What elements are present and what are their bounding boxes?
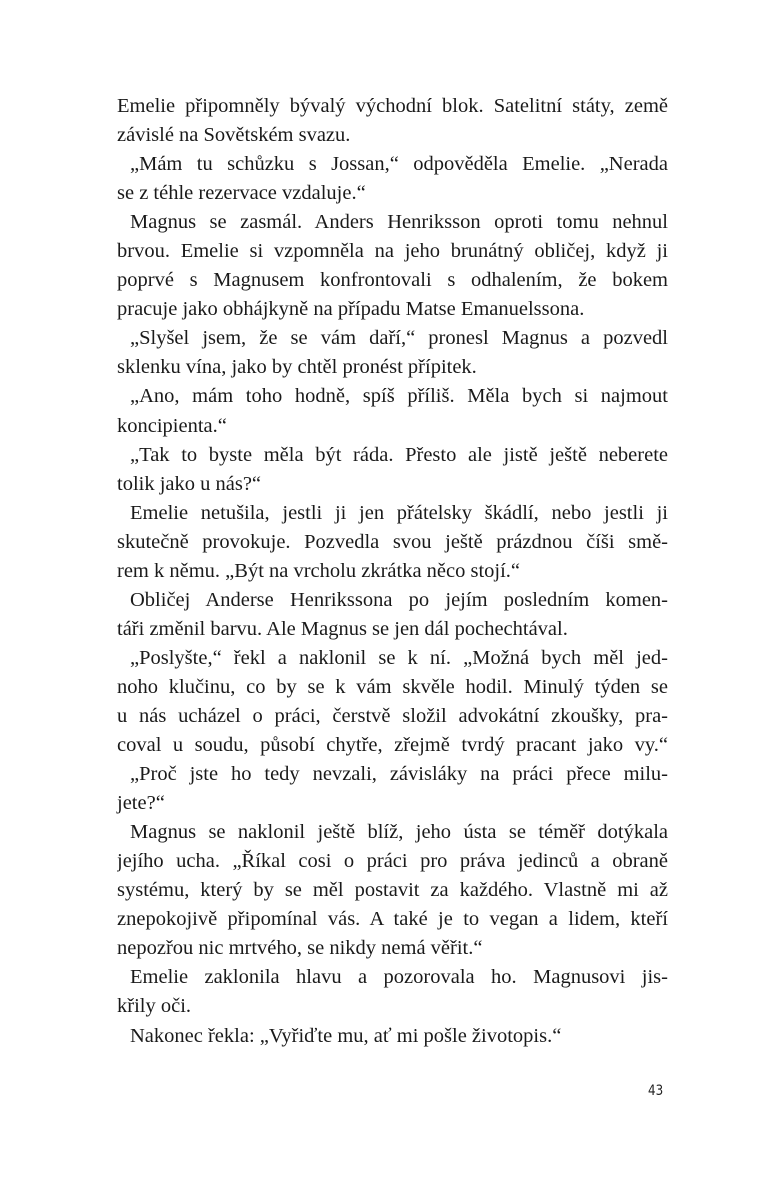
text-line: Magnus se zasmál. Anders Henriksson oproti tomu nehnul [130, 211, 668, 234]
text-line: systému, který by se měl postavit za každého. Vlastně mi až [117, 879, 668, 902]
text-line: závislé na Sovětském svazu. [117, 124, 351, 147]
text-line: Nakonec řekla: „Vyřiďte mu, ať mi pošle životopis.“ [130, 1024, 562, 1047]
text-line: táři změnil barvu. Ale Magnus se jen dál pochechtával. [117, 617, 568, 640]
text-line: sklenku vína, jako by chtěl pronést přípitek. [117, 356, 477, 379]
text-line: Emelie připomněly bývalý východní blok. Satelitní státy, země [117, 95, 668, 117]
text-line: křily oči. [117, 995, 192, 1018]
text-line: u nás ucházel o práci, čerstvě složil advokátní zkoušky, pra- [117, 704, 668, 727]
page-number: 43 [648, 1083, 664, 1099]
text-line: rem k němu. „Být na vrcholu zkrátka něco stojí.“ [117, 559, 521, 582]
text-line: skutečně provokuje. Pozvedla svou ještě prázdnou číši smě- [117, 530, 668, 553]
text-line: „Poslyšte,“ řekl a naklonil se k ní. „Možná bych měl jed- [130, 646, 668, 669]
text-line: „Proč jste ho tedy nevzali, závisláky na práci přece milu- [130, 763, 668, 786]
text-line: coval u soudu, působí chytře, zřejmě tvrdý pracant jako vy.“ [117, 734, 668, 757]
text-line: noho klučinu, co by se k vám skvěle hodil. Minulý týden se [117, 675, 668, 698]
text-line: Emelie zaklonila hlavu a pozorovala ho. Magnusovi jis- [130, 966, 668, 989]
text-line: znepokojivě připomínal vás. A také je to vegan a lidem, kteří [117, 908, 668, 931]
text-line: brvou. Emelie si vzpomněla na jeho brunátný obličej, když ji [117, 240, 668, 263]
text-line: „Ano, mám toho hodně, spíš příliš. Měla bych si najmout [130, 385, 668, 408]
body-text [117, 92, 668, 1051]
text-line: tolik jako u nás?“ [117, 472, 262, 495]
text-line: „Mám tu schůzku s Jossan,“ odpověděla Emelie. „Nerada [130, 153, 668, 176]
text-line: koncipienta.“ [117, 414, 227, 437]
text-line: „Slyšel jsem, že se vám daří,“ pronesl Magnus a pozvedl [130, 327, 668, 350]
text-line: pracuje jako obhájkyně na případu Matse Emanuelssona. [117, 298, 585, 321]
text-line: jete?“ [117, 792, 165, 815]
text-line: Obličej Anderse Henrikssona po jejím posledním komen- [130, 588, 668, 611]
text-line: nepozřou nic mrtvého, se nikdy nemá věřit.“ [117, 937, 483, 960]
text-line: jejího ucha. „Říkal cosi o práci pro práva jedinců a obraně [117, 850, 668, 873]
text-line: Magnus se naklonil ještě blíž, jeho ústa se téměř dotýkala [130, 821, 668, 844]
text-line: poprvé s Magnusem konfrontovali s odhalením, že bokem [117, 269, 668, 292]
text-line: Emelie netušila, jestli ji jen přátelsky škádlí, nebo jestli ji [130, 501, 668, 524]
text-line: „Tak to byste měla být ráda. Přesto ale jistě ještě neberete [130, 443, 668, 466]
text-line: se z téhle rezervace vzdaluje.“ [117, 182, 366, 205]
